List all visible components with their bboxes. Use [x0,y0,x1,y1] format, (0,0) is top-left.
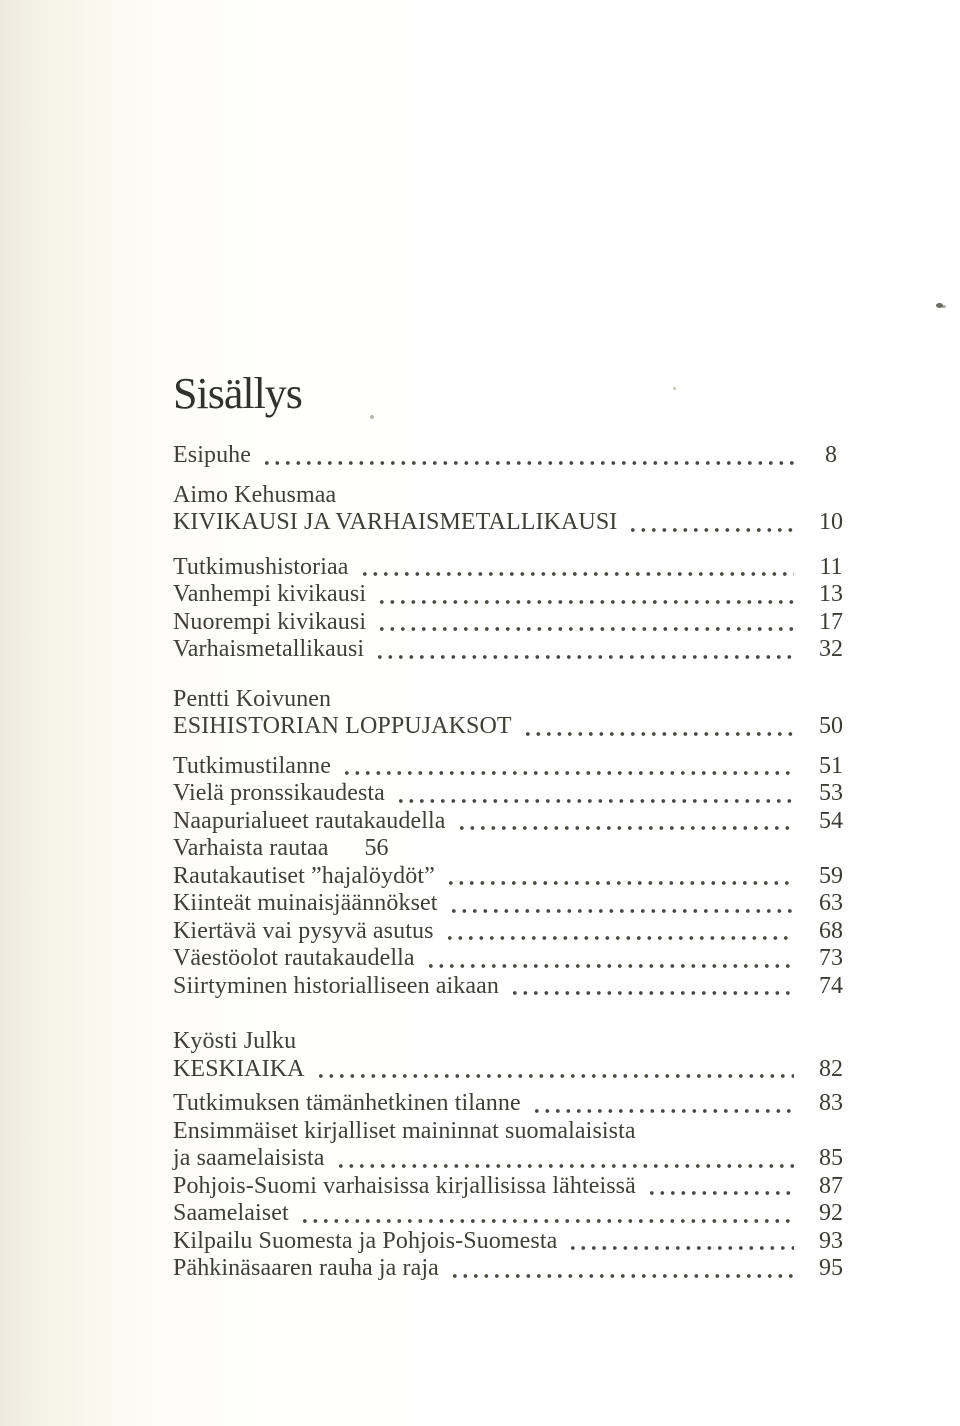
toc-entry-label: Naapurialueet rautakaudella [173,807,446,834]
toc-entry-page: 13 [819,581,843,607]
toc-row [173,1228,848,1256]
toc-entry-label: Vanhempi kivikausi [173,581,367,607]
dot-leader [452,909,794,913]
toc-entry-page: 32 [819,636,843,662]
dot-leader [449,881,794,885]
toc-entry-page: 83 [819,1090,843,1116]
toc-entry-page: 92 [819,1200,843,1226]
toc-entry-label: Saamelaiset [173,1200,289,1226]
toc-row [173,1056,848,1084]
dot-leader [571,1246,794,1250]
toc-entry-label: ESIHISTORIAN LOPPUJAKSOT [173,713,512,739]
toc-row [173,918,848,946]
toc-row [173,1145,848,1173]
toc-entry-label: Tutkimushistoriaa [173,553,349,580]
dot-leader [363,572,794,576]
dot-leader [535,1109,794,1113]
toc-entry-label: Aimo Kehusmaa [173,481,337,508]
toc-row [173,442,848,470]
toc-row [173,509,848,537]
toc-entry-page: 93 [819,1227,843,1254]
toc-entry-page: 51 [819,752,843,779]
toc-entry-page: 53 [819,780,843,806]
dot-leader [345,771,794,775]
toc-row [173,713,848,741]
toc-entry-page: 54 [819,807,843,834]
toc-entry-label: Pentti Koivunen [173,685,332,712]
toc-entry-label: Pohjois-Suomi varhaisissa kirjallisissa lähteissä [173,1172,636,1199]
toc-entry-label: Ensimmäiset kirjalliset maininnat suomalaisista [173,1117,636,1144]
scan-speck [673,387,676,390]
toc-row [173,1118,848,1146]
dot-leader [429,964,794,968]
toc-entry-page: 11 [819,553,843,580]
toc-entry-label: Kiinteät muinaisjäännökset [173,890,438,916]
toc-row [173,636,848,664]
toc-entry-label: Vielä pronssikaudesta [173,780,385,806]
toc-row [173,1255,848,1283]
toc-row [173,890,848,918]
toc-entry-label: Rautakautiset ”hajalöydöt” [173,862,435,889]
toc-entry-label: Tutkimustilanne [173,752,331,779]
toc-entry-label: Tutkimuksen tämänhetkinen tilanne [173,1090,521,1116]
toc-row [173,609,848,637]
toc-entry-page: 63 [819,890,843,916]
dot-leader [265,461,794,465]
toc-entry-label: Nuorempi kivikausi [173,608,367,635]
toc-entry-page: 68 [819,917,843,944]
toc-entry-label: Kilpailu Suomesta ja Pohjois-Suomesta [173,1227,558,1254]
toc-row [173,780,848,808]
dot-leader [460,826,794,830]
toc-entry-page: 73 [819,945,843,971]
toc-row [173,581,848,609]
toc-entry-label: ja saamelaisista [173,1145,325,1171]
toc-row [173,863,848,891]
toc-entry-page: 87 [819,1172,843,1199]
dot-leader [380,600,794,604]
dot-leader [513,991,794,995]
toc-row [173,753,848,781]
dot-leader [378,655,794,659]
toc-row [173,1028,848,1056]
toc-entry-page: 10 [819,509,843,535]
toc-entry-label: Pähkinäsaaren rauha ja raja [173,1255,439,1281]
toc-entry-page: 17 [819,608,843,635]
dot-leader [453,1274,794,1278]
toc-entry-label: KIVIKAUSI JA VARHAISMETALLIKAUSI [173,509,618,535]
toc-entry-page: 85 [819,1145,843,1171]
toc-row [173,482,848,510]
dot-leader [650,1191,794,1195]
toc-entry-page: 8 [825,442,837,468]
toc-entry-label: Siirtyminen historialliseen aikaan [173,972,499,999]
toc-row [173,835,848,863]
toc-entry-page: 56 [364,835,389,861]
dot-leader [303,1219,794,1223]
dot-leader [319,1074,794,1078]
toc-entry-label: Kiertävä vai pysyvä asutus [173,917,434,944]
toc-row [173,1200,848,1228]
toc-entry-label: Kyösti Julku [173,1028,297,1054]
toc-row [173,554,848,582]
dot-leader [631,528,794,532]
dot-leader [399,799,794,803]
toc-entry-page: 50 [819,713,843,739]
toc-row [173,973,848,1001]
toc-entry-page: 82 [819,1055,843,1082]
toc-entry-page: 74 [819,972,843,999]
dot-leader [526,732,794,736]
table-of-contents [173,442,848,1283]
toc-entry-label: Varhaista rautaa [173,835,329,861]
toc-row [173,1173,848,1201]
scan-speck [370,415,374,419]
scan-speck [936,303,943,308]
dot-leader [448,936,794,940]
toc-entry-label: Varhaismetallikausi [173,636,365,662]
page-title: Sisällys [173,369,302,418]
dot-leader [339,1164,794,1168]
toc-entry-label: Väestöolot rautakaudella [173,945,415,971]
toc-entry-label: Esipuhe [173,442,252,468]
toc-content [173,371,848,1283]
toc-entry-label: KESKIAIKA [173,1055,305,1082]
toc-entry-page: 95 [819,1255,843,1281]
toc-row [173,945,848,973]
toc-row [173,808,848,836]
toc-row [173,1090,848,1118]
dot-leader [380,627,794,631]
toc-entry-page: 59 [819,862,843,889]
toc-row [173,686,848,714]
